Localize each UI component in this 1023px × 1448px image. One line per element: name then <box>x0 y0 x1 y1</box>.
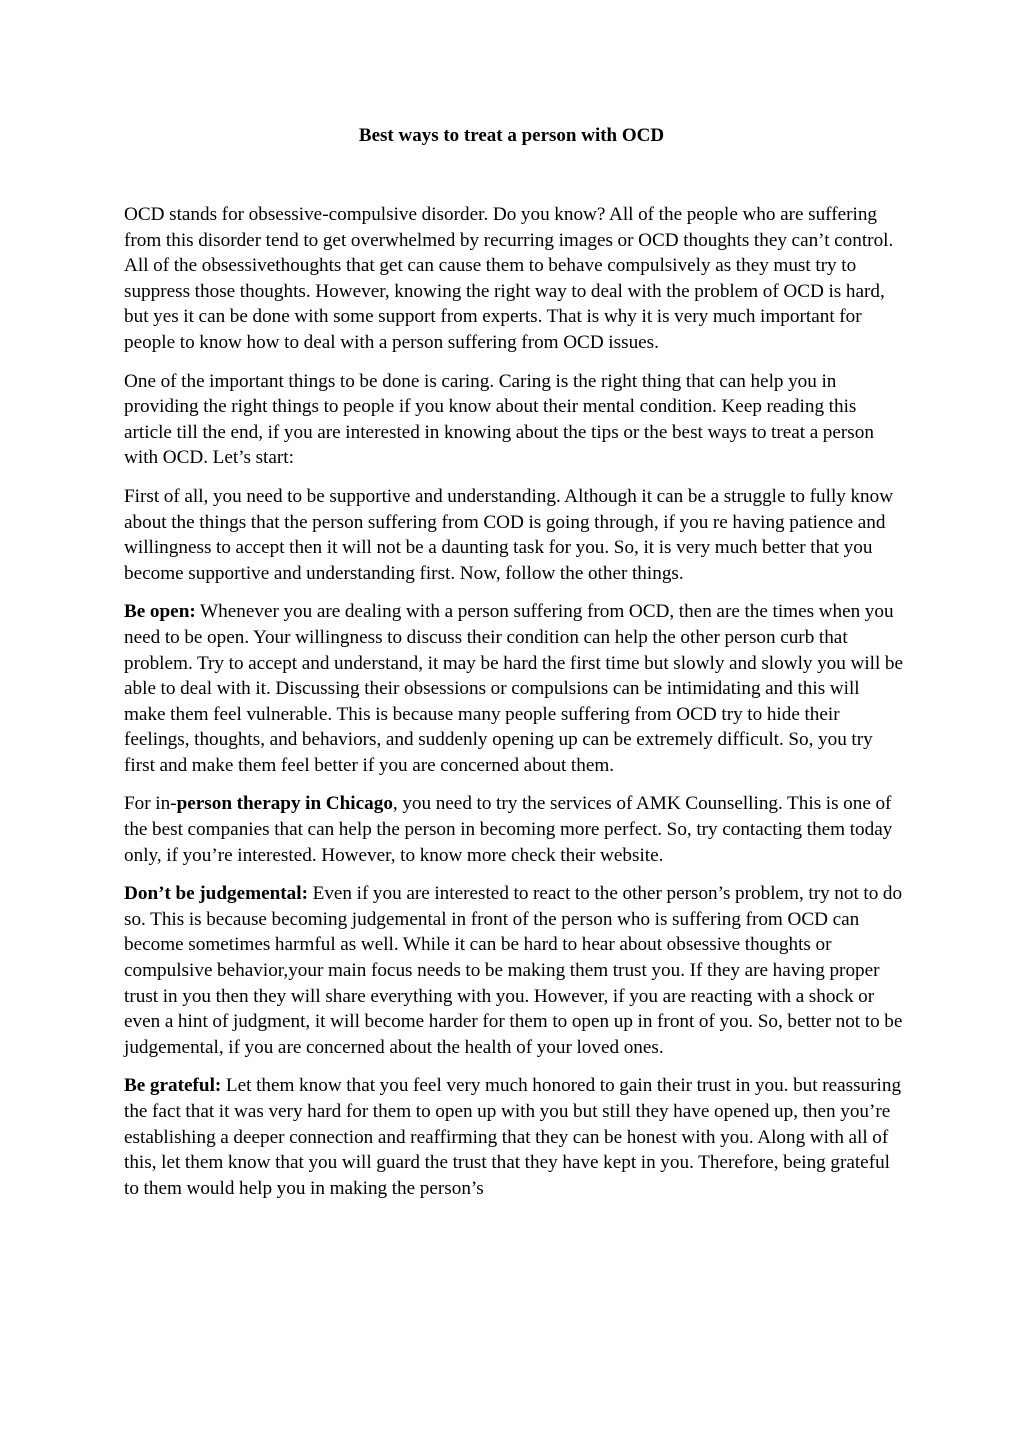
paragraph-not-judgemental-lead: Don’t be judgemental: <box>124 883 308 905</box>
paragraph-intro-text: OCD stands for obsessive-compulsive disorder. Do you know? All of the people who are suffering from this disorder tend to get overwhelmed by recurring images or OCD thoughts they can’t control. All of the obsessivethoughts that get can cause them to behave compulsively as they must try to suppress those thoughts. However, knowing the right way to deal with the problem of OCD is hard, but yes it can be done with some support from experts. That is why it is very much important for people to know how to deal with a person suffering from OCD issues. <box>124 204 894 353</box>
paragraph-grateful-lead: Be grateful: <box>124 1075 222 1097</box>
paragraph-therapy-pre: For in- <box>124 793 177 815</box>
paragraph-not-judgemental-text: Even if you are interested to react to the other person’s problem, try not to do so. This is because becoming judgemental in front of the person who is suffering from OCD can become sometimes harmful as well. While it can be hard to hear about obsessive thoughts or compulsive behavior,your main focus needs to be making them trust you. If they are having proper trust in you then they will share everything with you. However, if you are reacting with a shock or even a hint of judgment, it will become harder for them to open up in front of you. So, better not to be judgemental, if you are concerned about the health of your loved ones. <box>124 883 903 1058</box>
paragraph-therapy-bold: person therapy in Chicago <box>176 793 393 815</box>
paragraph-intro <box>124 202 904 356</box>
paragraph-therapy <box>124 791 904 868</box>
paragraph-grateful-text: Let them know that you feel very much honored to gain their trust in you. but reassuring the fact that it was very hard for them to open up with you but still they have opened up, then you’re establishing a deeper connection and reaffirming that they can be honest with you. Along with all of this, let them know that you will guard the trust that they have kept in you. Therefore, being grateful to them would help you in making the person’s <box>124 1075 902 1199</box>
paragraph-supportive <box>124 484 904 586</box>
document-title: Best ways to treat a person with OCD <box>358 125 665 146</box>
paragraph-not-judgemental <box>124 881 904 1060</box>
paragraph-therapy-text: , you need to try the services of AMK Counselling. This is one of the best companies that can help the person in becoming more perfect. So, try contacting them today only, if you’re interested. However, to know more check their website. <box>124 793 893 866</box>
paragraph-caring <box>124 369 904 471</box>
document-body <box>124 202 904 1214</box>
paragraph-supportive-text: First of all, you need to be supportive and understanding. Although it can be a struggle to fully know about the things that the person suffering from COD is going through, if you re having patience and willingness to accept then it will not be a daunting task for you. So, it is very much better that you become supportive and understanding first. Now, follow the other things. <box>124 485 894 584</box>
paragraph-grateful <box>124 1073 904 1201</box>
paragraph-be-open-lead: Be open: <box>124 601 196 623</box>
paragraph-caring-text: One of the important things to be done is caring. Caring is the right thing that can help you in providing the right things to people if you know about their mental condition. Keep reading this article till the end, if you are interested in knowing about the tips or the best ways to treat a person with OCD. Let’s start: <box>124 370 874 469</box>
paragraph-be-open <box>124 599 904 778</box>
paragraph-be-open-text: Whenever you are dealing with a person suffering from OCD, then are the times when you need to be open. Your willingness to discuss their condition can help the other person curb that problem. Try to accept and understand, it may be hard the first time but slowly and slowly you will be able to deal with it. Discussing their obsessions or compulsions can be intimidating and this will make them feel vulnerable. This is because many people suffering from OCD try to hide their feelings, thoughts, and behaviors, and suddenly opening up can be extremely difficult. So, you try first and make them feel better if you are concerned about them. <box>124 601 904 776</box>
